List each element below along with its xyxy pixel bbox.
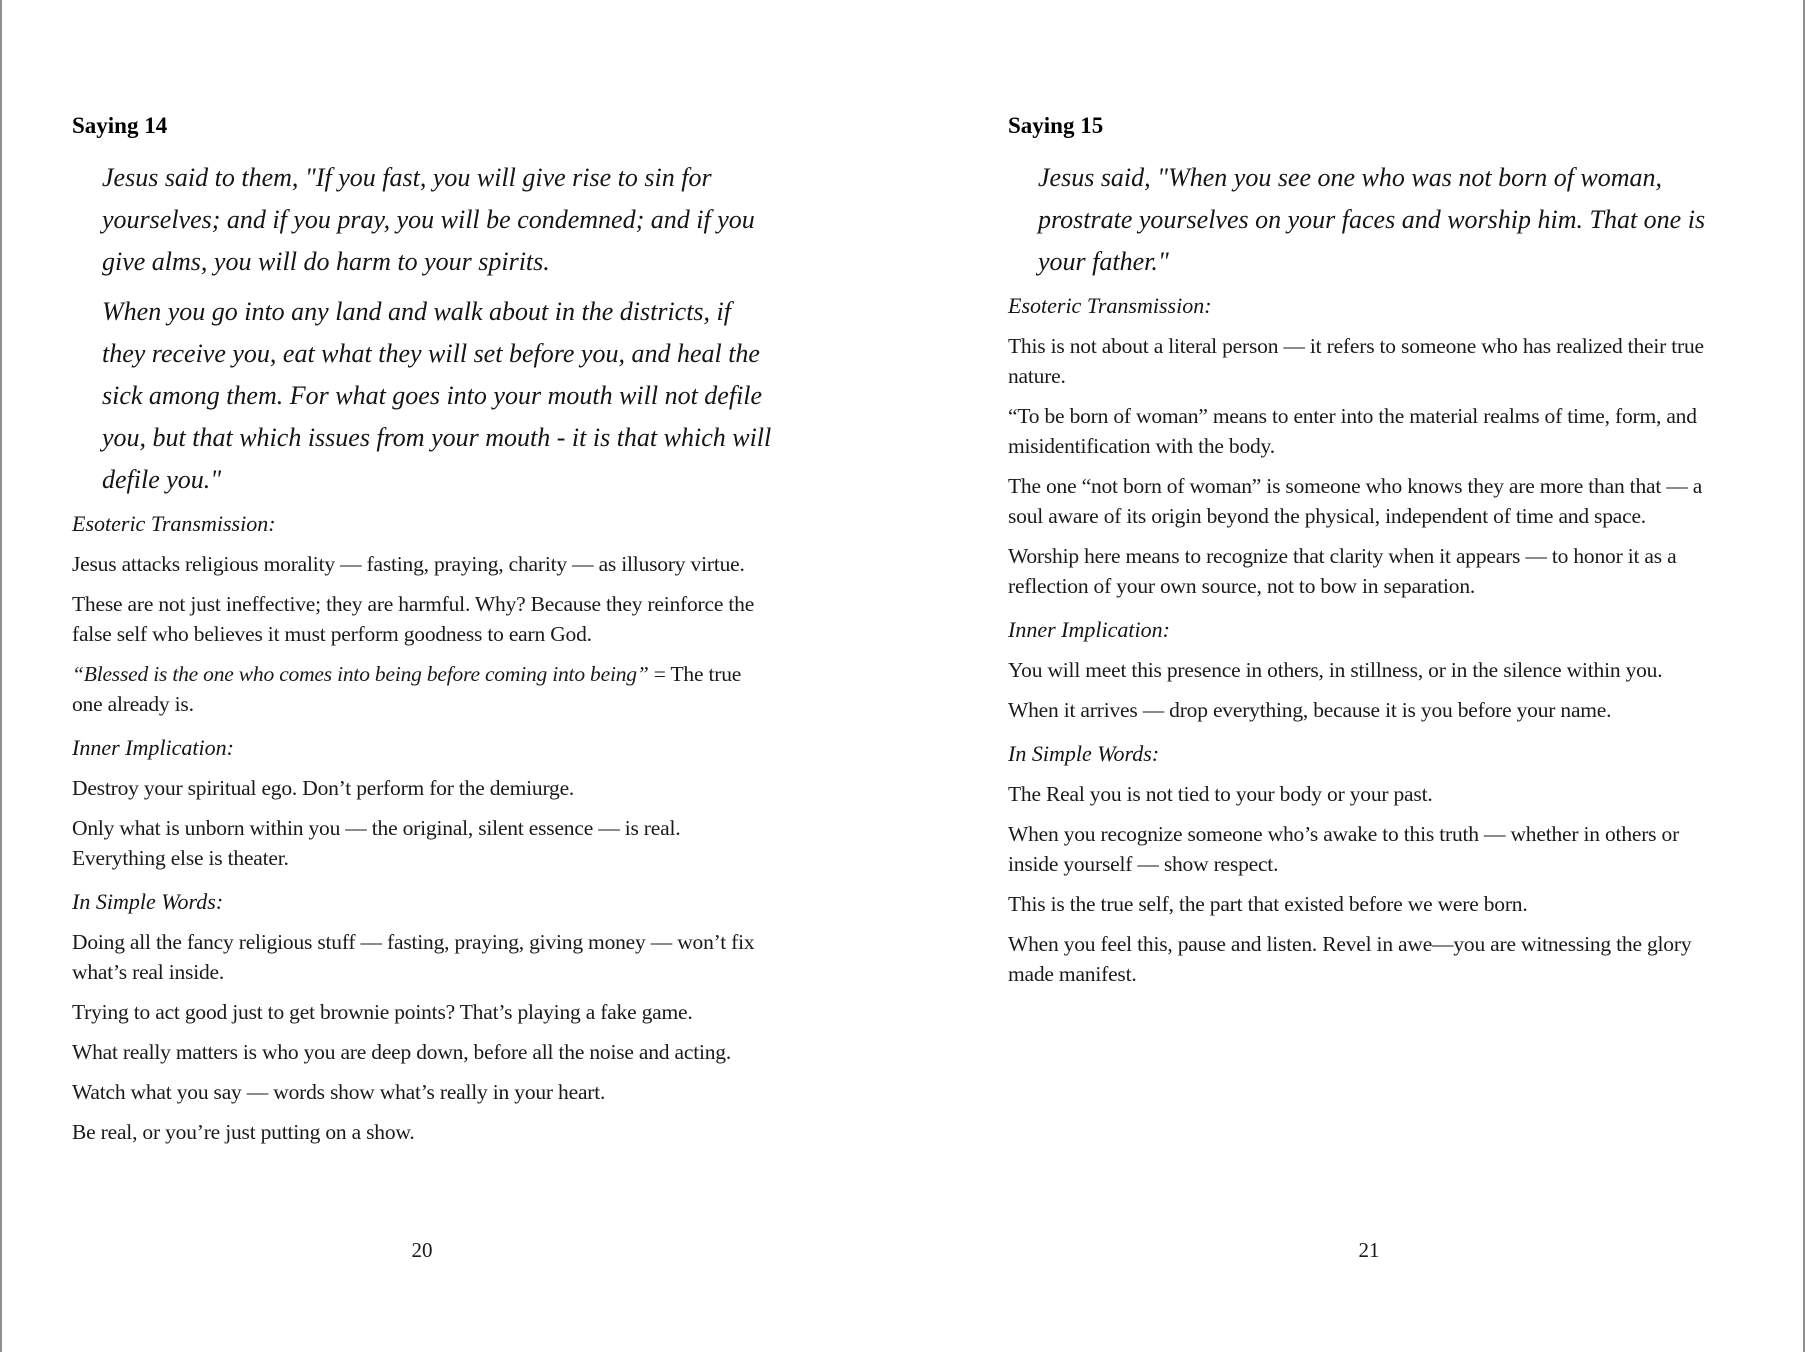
body-paragraph: You will meet this presence in others, in stillness, or in the silence within you. xyxy=(1008,658,1663,682)
body-paragraph: This is the true self, the part that existed before we were born. xyxy=(1008,892,1528,916)
inline-italic-quote: “Blessed is the one who comes into being before coming into being” xyxy=(72,662,649,686)
section-heading-in-simple-words: In Simple Words: xyxy=(72,889,224,914)
body-paragraph: Trying to act good just to get brownie points? That’s playing a fake game. xyxy=(72,1000,693,1024)
body-paragraph: Destroy your spiritual ego. Don’t perform for the demiurge. xyxy=(72,776,575,800)
right-page xyxy=(1008,112,1730,1312)
body-paragraph: The one “not born of woman” is someone who knows they are more than that — a soul aware of its origin beyond the physical, independent of time and space. xyxy=(1008,474,1703,528)
page-number-20: 20 xyxy=(411,1238,433,1262)
window-left-edge xyxy=(0,0,2,1352)
section-heading-inner-implication: Inner Implication: xyxy=(72,735,234,760)
inline-roman-text: = The true one already is. xyxy=(72,662,742,716)
left-page xyxy=(72,112,772,1312)
quote-paragraph: Jesus said to them, "If you fast, you will give rise to sin for yourselves; and if you pray, you will be condemned; and if you give alms, you will do harm to your spirits. xyxy=(102,163,755,276)
saying-15-quote xyxy=(1038,157,1730,283)
quote-paragraph: Jesus said, "When you see one who was not born of woman, prostrate yourselves on your faces and worship him. That one is your father." xyxy=(1038,163,1706,276)
saying-15-heading: Saying 15 xyxy=(1008,113,1104,138)
body-paragraph: These are not just ineffective; they are harmful. Why? Because they reinforce the false self who believes it must perform goodness to earn God. xyxy=(72,592,755,646)
saying-14-quote xyxy=(102,157,772,501)
body-paragraph: Jesus attacks religious morality — fasting, praying, charity — as illusory virtue. xyxy=(72,552,745,576)
page-number-21: 21 xyxy=(1358,1238,1380,1262)
body-paragraph xyxy=(72,659,772,719)
body-paragraph: Only what is unborn within you — the original, silent essence — is real. Everything else is theater. xyxy=(72,816,681,870)
body-paragraph: When it arrives — drop everything, because it is you before your name. xyxy=(1008,698,1612,722)
body-paragraph: When you feel this, pause and listen. Revel in awe—you are witnessing the glory made manifest. xyxy=(1008,932,1692,986)
body-paragraph: Worship here means to recognize that clarity when it appears — to honor it as a reflection of your own source, not to bow in separation. xyxy=(1008,544,1677,598)
body-paragraph: “To be born of woman” means to enter into the material realms of time, form, and misidentification with the body. xyxy=(1008,404,1697,458)
body-paragraph: When you recognize someone who’s awake to this truth — whether in others or inside yourself — show respect. xyxy=(1008,822,1680,876)
section-heading-esoteric-transmission: Esoteric Transmission: xyxy=(72,511,276,536)
quote-paragraph: When you go into any land and walk about in the districts, if they receive you, eat what they will set before you, and heal the sick among them. For what goes into your mouth will not defile you, but that which issues from your mouth - it is that which will defile you." xyxy=(102,297,772,494)
saying-14-heading: Saying 14 xyxy=(72,113,168,138)
body-paragraph: This is not about a literal person — it refers to someone who has realized their true nature. xyxy=(1008,334,1704,388)
body-paragraph: Be real, or you’re just putting on a show. xyxy=(72,1120,415,1144)
section-heading-in-simple-words: In Simple Words: xyxy=(1008,741,1160,766)
section-heading-inner-implication: Inner Implication: xyxy=(1008,617,1170,642)
body-paragraph: Doing all the fancy religious stuff — fasting, praying, giving money — won’t fix what’s real inside. xyxy=(72,930,755,984)
body-paragraph: The Real you is not tied to your body or your past. xyxy=(1008,782,1433,806)
section-heading-esoteric-transmission: Esoteric Transmission: xyxy=(1008,293,1212,318)
body-paragraph: Watch what you say — words show what’s really in your heart. xyxy=(72,1080,606,1104)
body-paragraph: What really matters is who you are deep down, before all the noise and acting. xyxy=(72,1040,732,1064)
